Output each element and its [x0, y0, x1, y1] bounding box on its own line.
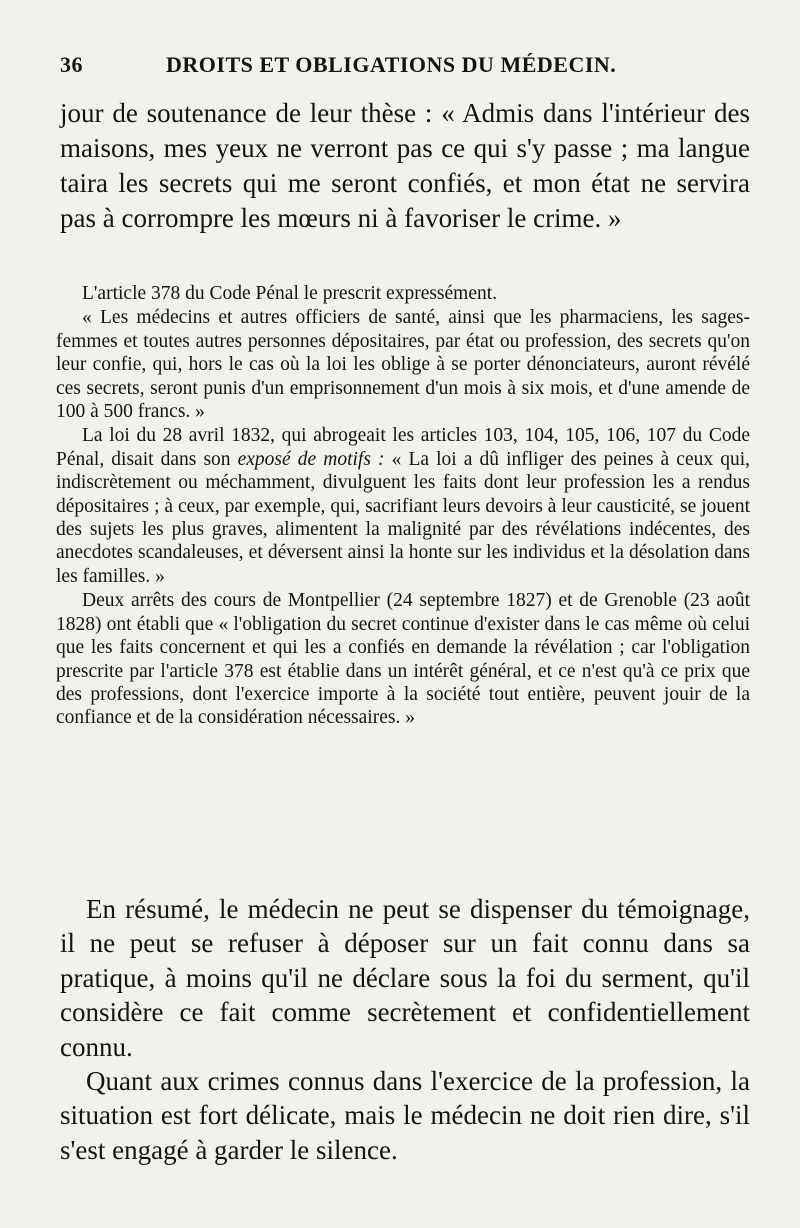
quote-continuation-paragraph: jour de soutenance de leur thèse : « Admis dans l'intérieur des maisons, mes yeux ne verront pas ce qui s'y passe ; ma langue taira les secrets qui me seront confiés, et mon état ne servira pas à corrompre les mœurs ni à favoriser le crime. »	[60, 98, 750, 233]
small-print-block	[56, 282, 750, 731]
resume-paragraph: En résumé, le médecin ne peut se dispenser du témoignage, il ne peut se refuser à déposer sur un fait connu dans sa pratique, à moins qu'il ne déclare sous la foi du serment, qu'il considère ce fait comme secrètement et confidentiellement connu.	[60, 894, 750, 1062]
closing-paragraph-block	[60, 892, 750, 1167]
loi-1832-text-start: La loi du 28 avril 1832, qui abrogeait les articles 103, 104, 105, 106, 107 du Code Pénal, disait dans son	[56, 425, 750, 470]
opening-paragraph-block	[60, 96, 750, 236]
crimes-paragraph: Quant aux crimes connus dans l'exercice de la profession, la situation est fort délicate, mais le médecin ne doit rien dire, s'il s'est engagé à garder le silence.	[60, 1066, 750, 1165]
loi-1832-paragraph	[56, 424, 750, 588]
page-header	[60, 48, 742, 82]
article-378-quote-paragraph: « Les médecins et autres officiers de santé, ainsi que les pharmaciens, les sages-femmes et toutes autres personnes dépositaires, par état ou profession, des secrets qu'on leur confie, qui, hors le cas où la loi les oblige à se porter dénonciateurs, auront révélé ces secrets, seront punis d'un emprisonnement d'un mois à six mois, et d'une amende de 100 à 500 francs. »	[56, 307, 750, 423]
running-title: DROITS ET OBLIGATIONS DU MÉDECIN.	[166, 52, 617, 77]
page-number: 36	[60, 52, 83, 77]
expose-de-motifs-italic: exposé de motifs :	[237, 448, 385, 470]
article-intro-paragraph: L'article 378 du Code Pénal le prescrit expressément.	[82, 283, 498, 304]
arrets-paragraph: Deux arrêts des cours de Montpellier (24 septembre 1827) et de Grenoble (23 août 1828) ont établi que « l'obligation du secret continue d'exister dans le cas même où celui que les faits concernent et qui les a confiés en demande la révélation ; car l'obligation prescrite par l'article 378 est établie dans un intérêt général, et ce n'est qu'à ce prix que des professions, dont l'exercice importe à la société tout entière, peuvent jouir de la confiance et de la considération nécessaires. »	[56, 590, 750, 729]
loi-1832-text-end: « La loi a dû infliger des peines à ceux qui, indiscrètement ou méchamment, divulguent les faits dont leur profession les a rendus dépositaires ; à ceux, par exemple, qui, sacrifiant leurs devoirs à leur causticité, se jouent des sujets les plus graves, alimentent la malignité par des révélations indécentes, des anecdotes scandaleuses, et déversent ainsi la honte sur les individus et la désolation dans les familles. »	[56, 448, 750, 587]
